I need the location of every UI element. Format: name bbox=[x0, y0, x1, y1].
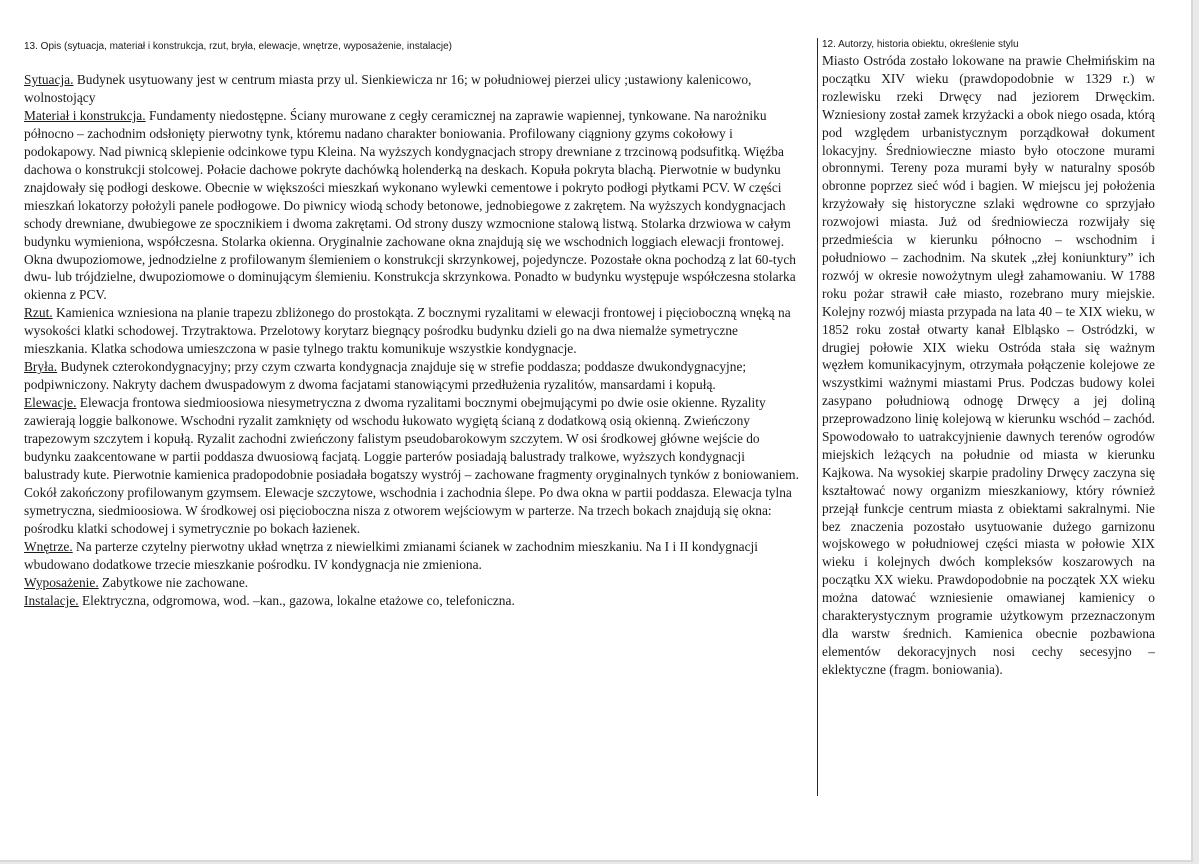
column-divider bbox=[817, 38, 818, 796]
section-12-header: 12. Autorzy, historia obiektu, określenie stylu bbox=[822, 39, 1019, 50]
text-wyposazenie: Zabytkowe nie zachowane. bbox=[98, 574, 249, 590]
paragraph-bryla bbox=[24, 358, 802, 394]
text-instalacje: Elektryczna, odgromowa, wod. –kan., gazowa, lokalne etażowe co, telefoniczna. bbox=[78, 592, 515, 608]
history-section bbox=[822, 38, 1155, 679]
text-wnetrze: Na parterze czytelny pierwotny układ wnętrza z niewielkimi zmianami ścianek w zachodnim mieszkaniu. Na I i II kondygnacji wbudowano dodatkowe trzecie mieszkanie pośrodku. IV kondygnacja nie zmieniona. bbox=[24, 538, 758, 572]
description-body bbox=[24, 71, 802, 610]
paragraph-wnetrze bbox=[24, 538, 802, 574]
text-bryla: Budynek czterokondygnacyjny; przy czym czwarta kondygnacja znajduje się w strefie poddasza; poddasze dwukondygnacyjne; podpiwniczony. Nakryty dachem dwuspadowym z dwoma facjatami stanowiącymi przedłużenia ryzalitów, mansardami i kopułą. bbox=[24, 359, 747, 393]
label-material: Materiał i konstrukcja. bbox=[24, 107, 146, 123]
paragraph-rzut bbox=[24, 304, 802, 358]
history-text: Miasto Ostróda zostało lokowane na prawie Chełmińskim na początku XIV wieku (prawdopodobnie w 1329 r.) w rozlewisku rzeki Drwęcy nad jeziorem Drwęckim. Wzniesiony został zamek krzyżacki a obok niego osada, którą pod względem urbanistycznym porządkował dokument lokacyjny. Średniowieczne miasto było otoczone murami obronnymi. Tereny poza murami były w naturalny sposób obronne poprzez sieć wód i bagien. W miejscu jej położenia krzyżowały się historyczne szlaki wędrowne co sprzyjało rozwojowi miasta. Już od średniowiecza rozwijały się przedmieścia w kierunku północno – wschodnim i południowo – zachodnim. Na skutek „złej koniunktury” ich rozwój w okresie nowożytnym uległ zahamowaniu. W 1788 roku pożar strawił całe miasto, rozebrano mury miejskie. Kolejny rozwój miasta przypada na lata 40 – te XIX wieku, w 1852 roku został otwarty kanał Elbląsko – Ostródzki, w drugiej połowie XIX wieku Ostróda stała się ważnym węzłem komunikacyjnym, otrzymała połączenie kolejowe ze wszystkimi ważnymi miastami Prus. Podczas budowy kolei zasypano południową odnogę Drwęcy a jej doliną przeprowadzono linię kolejową w kierunku wschód – zachód. Spowodowało to uatrakcyjnienie dawnych terenów ogrodów miejskich leżących na południe od miasta w kierunku Kajkowa. Na wysokiej skarpie pradoliny Drwęcy zaczyna się kształtować nowy organizm mieszkaniowy, który również przejął funkcje centrum miasta z obiektami sakralnymi. Nie bez znaczenia pozostało usytuowanie dużego garnizonu wojskowego w południowej części miasta w połowie XIX wieku i kolejnych dwóch kompleksów koszarowych na początku XX wieku. Prawdopodobnie na początek XX wieku można datować wzniesienie omawianej kamienicy o charakterystycznym programie użytkowym przeznaczonym dla warstw średnich. Kamienica obecnie pozbawiona elementów dekoracyjnych nosi cechy secesyjno – eklektyczne (fragm. boniowania). bbox=[822, 53, 1155, 677]
label-wyposazenie: Wyposażenie. bbox=[24, 574, 99, 590]
paragraph-elewacje bbox=[24, 394, 802, 538]
paragraph-material bbox=[24, 107, 802, 304]
label-sytuacja: Sytuacja. bbox=[24, 72, 74, 87]
text-material: Fundamenty niedostępne. Ściany murowane z cegły ceramicznej na zaprawie wapiennej, tynkowane. Na narożniku północno – zachodnim odsłonięty pierwotny tynk, któremu nadano charakter boniowania. Profilowany ciągniony gzyms cokołowy i podokapowy. Nad piwnicą sklepienie odcinkowe typu Kleina. Na wyższych kondygnacjach stropy drewniane z trzcinową podsufitką. Więźba dachowa o konstrukcji stolcowej. Połacie dachowe pokryte dachówką holenderką na deskach. Kopuła pokryta blachą. Pierwotnie w budynku znajdowały się podłogi deskowe. Obecnie w większości mieszkań wykonano wylewki cementowe i pokryto podłogi płytkami PCV. W części mieszkań lokatorzy położyli panele podłogowe. Do piwnicy wiodą schody betonowe, jednobiegowe z zakrętem. Na wyższych kondygnacjach schody drewniane, dwubiegowe ze spocznikiem i dwoma zakrętami. Od strony duszy wzmocnione stalową listwą. Stolarka drzwiowa w całym budynku wymieniona, współczesna. Stolarka okienna. Oryginalnie zachowane okna znajdują się we wschodnich loggiach elewacji frontowej. Okna dwupoziomowe, jednodzielne z profilowanym ślemieniem o konstrukcji skrzynkowej, pojedyncze. Pozostałe okna pochodzą z lat 60-tych dwu- lub trójdzielne, dwupoziomowe o dominującym ślemieniu. Konstrukcja skrzynkowa. Ponadto w budynku występuje współczesna stolarka okienna z PCV. bbox=[24, 107, 796, 303]
label-instalacje: Instalacje. bbox=[24, 592, 79, 608]
paragraph-sytuacja bbox=[24, 71, 802, 107]
description-section bbox=[24, 40, 802, 610]
label-wnetrze: Wnętrze. bbox=[24, 538, 73, 554]
paragraph-wyposazenie bbox=[24, 574, 802, 592]
text-sytuacja: Budynek usytuowany jest w centrum miasta przy ul. Sienkiewicza nr 16; w południowej pierzei ulicy ;ustawiony kalenicowo, wolnostojący bbox=[24, 72, 752, 105]
label-rzut: Rzut. bbox=[24, 305, 53, 321]
label-elewacje: Elewacje. bbox=[24, 395, 77, 411]
text-elewacje: Elewacja frontowa siedmioosiowa niesymetryczna z dwoma ryzalitami bocznymi obejmującymi po dwie osie okienne. Ryzality zawierają loggie balkonowe. Wschodni ryzalit zamknięty od wschodu łukowato wygiętą ścianą z dodatkową osią okienną. Zwieńczony trapezowym szczytem i kopułą. Ryzalit zachodni zwieńczony falistym pseudobarokowym szczytem. W osi środkowej główne wejście do budynku zaakcentowane w partii poddasza dwuosiową facjatą. Loggie parterów posiadają balustrady tralkowe, wyższych kondygnacji balustrady kute. Pierwotnie kamienica pradopodobnie posiadała bogatszy wystrój – zachowane fragmenty oryginalnych tynków z boniowaniem. Cokół zakończony profilowanym gzymsem. Elewacje szczytowe, wschodnia i zachodnia ślepe. Po dwa okna w partii poddasza. Elewacja tylna symetryczna, siedmioosiowa. W środkowej osi pięcioboczna nisza z otworem wejściowym w parterze. Na trzech bokach znajdują się okna: pośrodku klatki schodowej i symetrycznie po bokach łazienek. bbox=[24, 395, 799, 536]
label-bryla: Bryła. bbox=[24, 359, 58, 375]
paragraph-instalacje bbox=[24, 592, 802, 610]
section-13-header: 13. Opis (sytuacja, materiał i konstrukcja, rzut, bryła, elewacje, wnętrze, wyposażenie, instalacje) bbox=[24, 41, 452, 52]
text-rzut: Kamienica wzniesiona na planie trapezu zbliżonego do prostokąta. Z bocznymi ryzalitami w elewacji frontowej i pięcioboczną wnęką na wysokości klatki schodowej. Trzytraktowa. Przelotowy korytarz biegnący pośrodku budynku dzieli go na dwa niemalże symetryczne mieszkania. Klatka schodowa umieszczona w pasie tylnego traktu komunikuje wszystkie kondygnacje. bbox=[24, 305, 791, 357]
